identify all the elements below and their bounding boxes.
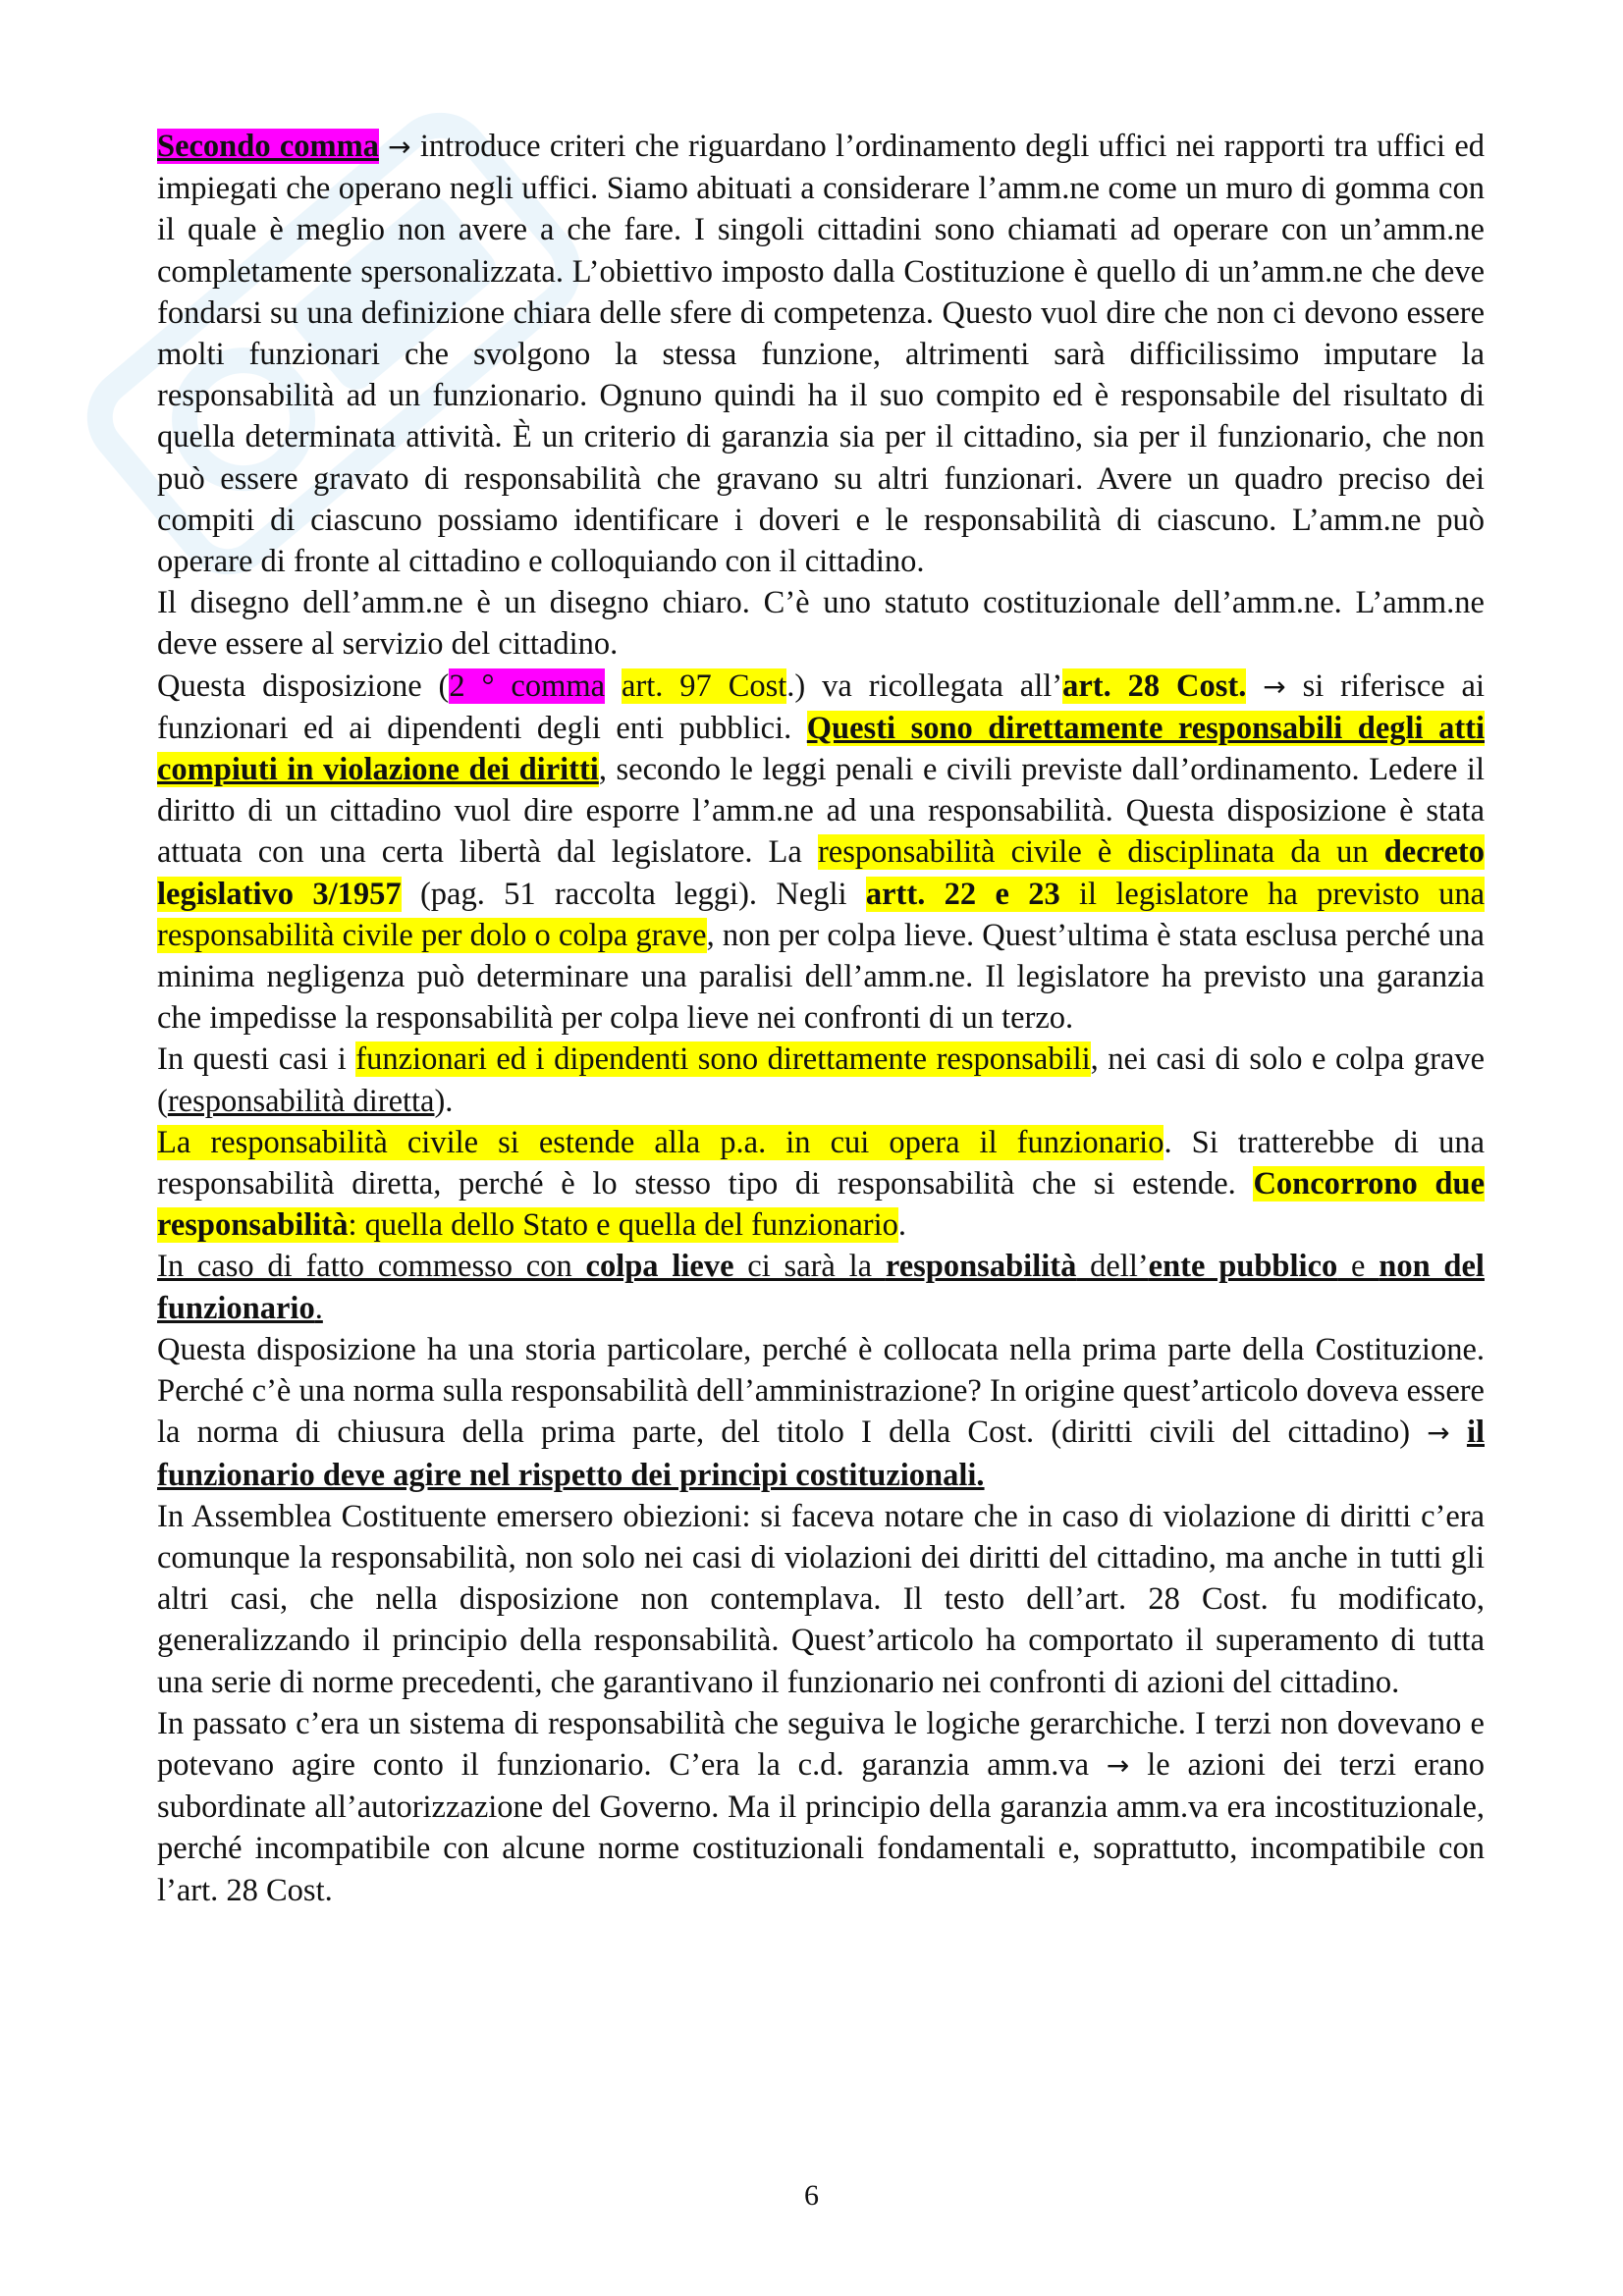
text-span: .	[897, 1207, 907, 1244]
bold-responsabilita: responsabilità	[885, 1249, 1077, 1285]
paragraph-secondo-comma	[157, 126, 1485, 582]
text-span: , non per colpa lieve. Quest’ultima è stata esclusa perché una minima negligenza può determinare una paralisi dell’amm.ne. Il legislatore ha previsto una garanzia che impedisse la responsabilità per colpa lieve nei confronti di un terzo.	[157, 917, 1485, 1037]
text-span: In questi casi i	[157, 1041, 356, 1078]
highlight-2-comma: 2 ° comma	[449, 667, 606, 704]
underline-responsabilita-diretta: responsabilità diretta	[167, 1083, 435, 1119]
text-span: , nei casi di solo e colpa grave (	[157, 1041, 1486, 1119]
bold-non-del-funzionario: non del funzionario	[157, 1249, 1485, 1326]
text-span: dell’	[1076, 1249, 1149, 1285]
text-span: si riferisce ai funzionari ed ai dipendenti degli enti pubblici.	[157, 667, 1485, 746]
highlight-direttamente-responsabili: Questi sono direttamente responsabili degli atti compiuti in violazione dei diritti	[157, 710, 1485, 788]
highlight-si-estende: La responsabilità civile si estende alla p.a. in cui opera il funzionario	[157, 1124, 1164, 1160]
paragraph-colpa-lieve	[157, 1246, 1485, 1328]
paragraph-disegno	[157, 582, 1485, 665]
text-span: .) va ricollegata all’	[786, 667, 1063, 704]
highlight-decreto-legislativo: decreto legislativo 3/1957	[157, 834, 1485, 912]
bold-colpa-lieve: colpa lieve	[585, 1249, 734, 1285]
text-span: (pag. 51 raccolta leggi). Negli	[401, 876, 866, 912]
text-span: ).	[434, 1083, 454, 1119]
text-span: , secondo le leggi penali e civili previste dall’ordinamento. Ledere il diritto di un cittadino vuol dire esporre l’amm.ne ad una responsabilità. Questa disposizione è stata attuata con una certa libertà dal legislatore. La	[157, 752, 1485, 871]
text-span: introduce criteri che riguardano l’ordinamento degli uffici nei rapporti tra uffici ed impiegati che operano negli uffici. Siamo abituati a considerare l’amm.ne come un muro di gomma con il quale è meglio non avere a che fare. I singoli cittadini sono chiamati ad operare con un’amm.ne completamente spersonalizzata. L’obiettivo imposto dalla Costituzione è quello di un’amm.ne che deve fondarsi su una definizione chiara delle sfere di competenza. Questo vuol dire che non ci devono essere molti funzionari che svolgono la stessa funzione, altrimenti sarà difficilissimo imputare la responsabilità ad un funzionario. Ognuno quindi ha il suo compito ed è responsabile del risultato di quella determinata attività. È un criterio di garanzia sia per il cittadino, sia per il funzionario, che non può essere gravato di responsabilità che gravano su altri funzionari. Avere un quadro preciso dei compiti di ciascuno possiamo identificare i doveri e le responsabilità di ciascuno. L’amm.ne può operare di fronte al cittadino e colloquiando con il cittadino.	[157, 129, 1485, 580]
highlight-art-28: art. 28 Cost.	[1062, 667, 1247, 704]
highlight-concorrono: Concorrono due responsabilità	[157, 1166, 1485, 1244]
text-span: In caso di fatto commesso con	[157, 1249, 586, 1285]
text-span: le azioni dei terzi erano subordinate all’autorizzazione del Governo. Ma il principio della garanzia amm.va era incostituzionale, perché incompatibile con alcune norme costituzionali fondamentali e, soprattutto, incompatibile con l’art. 28 Cost.	[157, 1746, 1485, 1908]
paragraph-assemblea	[157, 1496, 1485, 1703]
highlight-responsabilita-civile: responsabilità civile è disciplinata da un	[817, 834, 1384, 871]
paragraph-art-28	[157, 666, 1485, 1040]
page-number: 6	[804, 2179, 819, 2212]
arrow-right-icon: →	[1263, 669, 1286, 703]
text-span: Questa disposizione (	[157, 667, 450, 704]
highlight-funzionari-dipendenti: funzionari ed i dipendenti sono direttamente responsabili	[355, 1041, 1091, 1078]
highlight-dolo-colpa-grave: il legislatore ha previsto una responsabilità civile per dolo o colpa grave	[157, 876, 1486, 953]
text-span	[1450, 1415, 1467, 1450]
highlight-art-97: art. 97 Cost	[621, 667, 787, 704]
text-span: . Si tratterebbe di una responsabilità diretta, perché è lo stesso tipo di responsabilità che si estende.	[157, 1124, 1485, 1202]
paragraph-estende	[157, 1122, 1485, 1247]
highlight-stato-funzionario: : quella dello Stato e quella del funzionario	[348, 1207, 898, 1244]
arrow-right-icon: →	[388, 131, 411, 163]
text-span: .	[314, 1290, 323, 1326]
text-span: ci sarà la	[733, 1249, 886, 1285]
paragraph-storia	[157, 1329, 1485, 1496]
text-span: e	[1337, 1249, 1380, 1285]
text-span: Questa disposizione ha una storia particolare, perché è collocata nella prima parte della Costituzione. Perché c’è una norma sulla responsabilità dell’amministrazione? In origine quest’articolo doveva essere la norma di chiusura della prima parte, del titolo I della Cost. (diritti civili del cittadino)	[157, 1331, 1485, 1451]
highlight-artt-22-23: artt. 22 e 23	[865, 876, 1060, 912]
heading-secondo-comma: Secondo comma	[157, 129, 379, 164]
arrow-right-icon: →	[1106, 1748, 1130, 1782]
paragraph-passato	[157, 1703, 1485, 1911]
text-span: Il disegno dell’amm.ne è un disegno chiaro. C’è uno statuto costituzionale dell’amm.ne. L’amm.ne deve essere al servizio del cittadino.	[157, 585, 1485, 663]
text-span: In Assemblea Costituente emersero obiezioni: si faceva notare che in caso di violazione di diritti c’era comunque la responsabilità, non solo nei casi di violazioni dei diritti del cittadino, ma anche in tutti gli altri casi, che nella disposizione non contemplava. Il testo dell’art. 28 Cost. fu modificato, generalizzando il principio della responsabilità. Quest’articolo ha comportato il superamento di tutta una serie di norme precedenti, che garantivano il funzionario nei confronti di azioni del cittadino.	[157, 1498, 1485, 1700]
text-span	[605, 668, 622, 704]
bold-ente-pubblico: ente pubblico	[1148, 1249, 1338, 1285]
document-page	[157, 126, 1485, 1911]
paragraph-casi	[157, 1039, 1485, 1121]
text-span: In passato c’era un sistema di responsabilità che seguiva le logiche gerarchiche. I terzi non dovevano e potevano agire conto il funzionario. C’era la c.d. garanzia amm.va	[157, 1705, 1485, 1783]
bold-principi-costituzionali: il funzionario deve agire nel rispetto dei principi costituzionali.	[157, 1415, 1485, 1493]
arrow-right-icon: →	[1427, 1416, 1450, 1450]
